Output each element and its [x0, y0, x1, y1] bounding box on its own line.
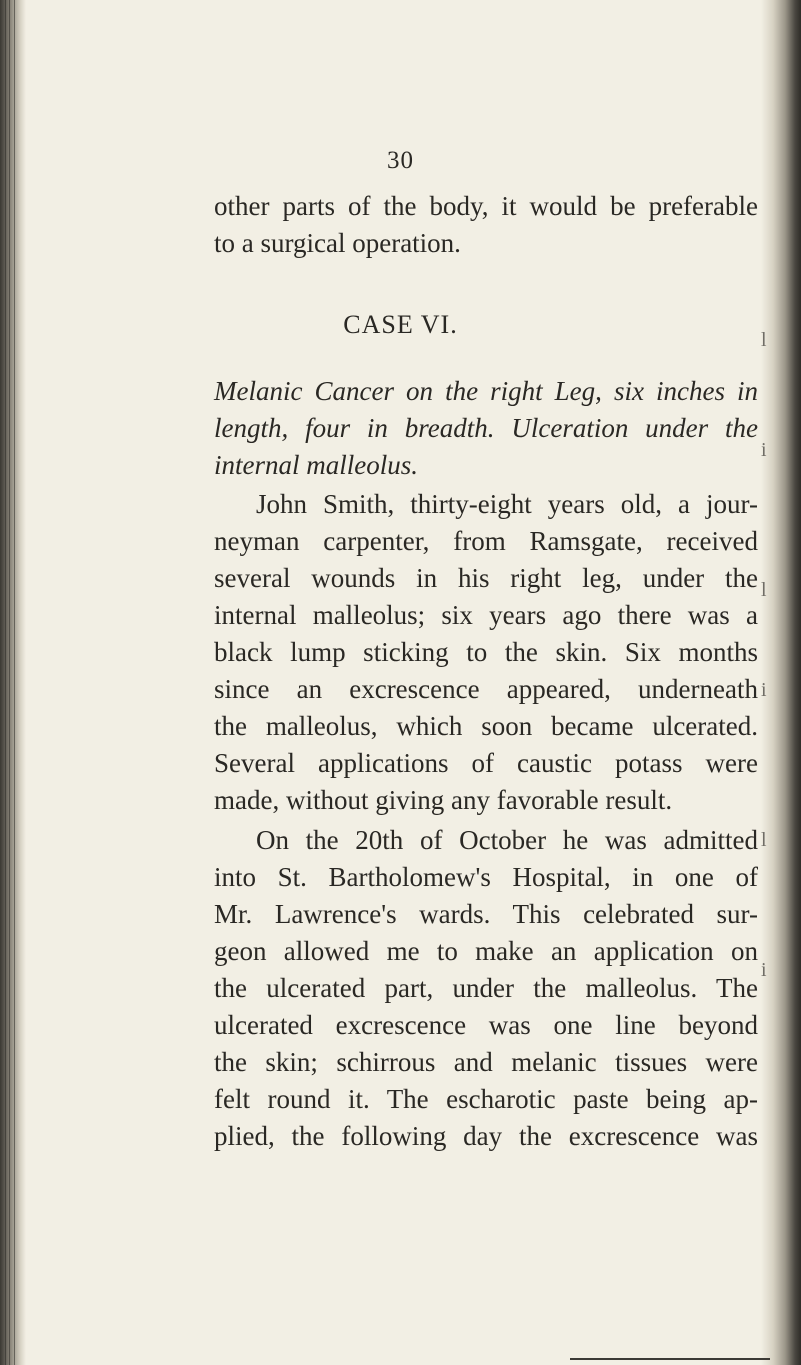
text-line: geon allowed me to make an application on	[214, 936, 758, 966]
paragraph-1	[214, 486, 758, 819]
intro-text	[214, 188, 758, 262]
text-line: Mr. Lawrence's wards. This celebrated sur-	[214, 899, 758, 929]
subtitle-line: internal malleolus.	[214, 450, 418, 480]
bleed-mark: l	[761, 580, 767, 600]
text-line: felt round it. The escharotic paste being ap-	[214, 1084, 758, 1114]
bleed-mark: i	[761, 680, 767, 700]
subtitle-line: length, four in breadth. Ulceration under the	[214, 413, 758, 443]
text-line: John Smith, thirty-eight years old, a jour-	[256, 489, 758, 519]
text-line: the ulcerated part, under the malleolus. The	[214, 973, 758, 1003]
gutter-rule	[9, 0, 10, 1365]
bleed-mark: l	[761, 830, 767, 850]
text-line: Several applications of caustic potass were	[214, 748, 758, 778]
gutter-rule	[5, 0, 6, 1365]
text-line: several wounds in his right leg, under the	[214, 563, 758, 593]
text-line: made, without giving any favorable result.	[214, 785, 673, 815]
text-line: to a surgical operation.	[214, 228, 461, 258]
text-line: On the 20th of October he was admitted	[256, 825, 758, 855]
subtitle-line: Melanic Cancer on the right Leg, six inches in	[214, 376, 758, 406]
page-number: 30	[387, 147, 414, 174]
right-page-edge	[761, 0, 801, 1365]
paragraph-2	[214, 822, 758, 1155]
text-line: black lump sticking to the skin. Six months	[214, 637, 758, 667]
bottom-rule	[570, 1358, 770, 1360]
text-line: internal malleolus; six years ago there was a	[214, 600, 758, 630]
text-line: plied, the following day the excrescence was	[214, 1121, 758, 1151]
bleed-mark: i	[761, 440, 767, 460]
text-line: the malleolus, which soon became ulcerated.	[214, 711, 758, 741]
gutter-rule	[14, 0, 15, 1365]
text-line: ulcerated excrescence was one line beyond	[214, 1010, 758, 1040]
text-line: other parts of the body, it would be preferable	[214, 191, 758, 221]
text-line: neyman carpenter, from Ramsgate, received	[214, 526, 758, 556]
text-line: the skin; schirrous and melanic tissues were	[214, 1047, 758, 1077]
bleed-mark: l	[761, 330, 767, 350]
text-line: into St. Bartholomew's Hospital, in one of	[214, 862, 758, 892]
text-line: since an excrescence appeared, underneath	[214, 674, 758, 704]
case-heading: CASE VI.	[343, 310, 458, 339]
left-gutter	[0, 0, 26, 1365]
case-subtitle	[214, 373, 758, 484]
bleed-mark: i	[761, 960, 767, 980]
